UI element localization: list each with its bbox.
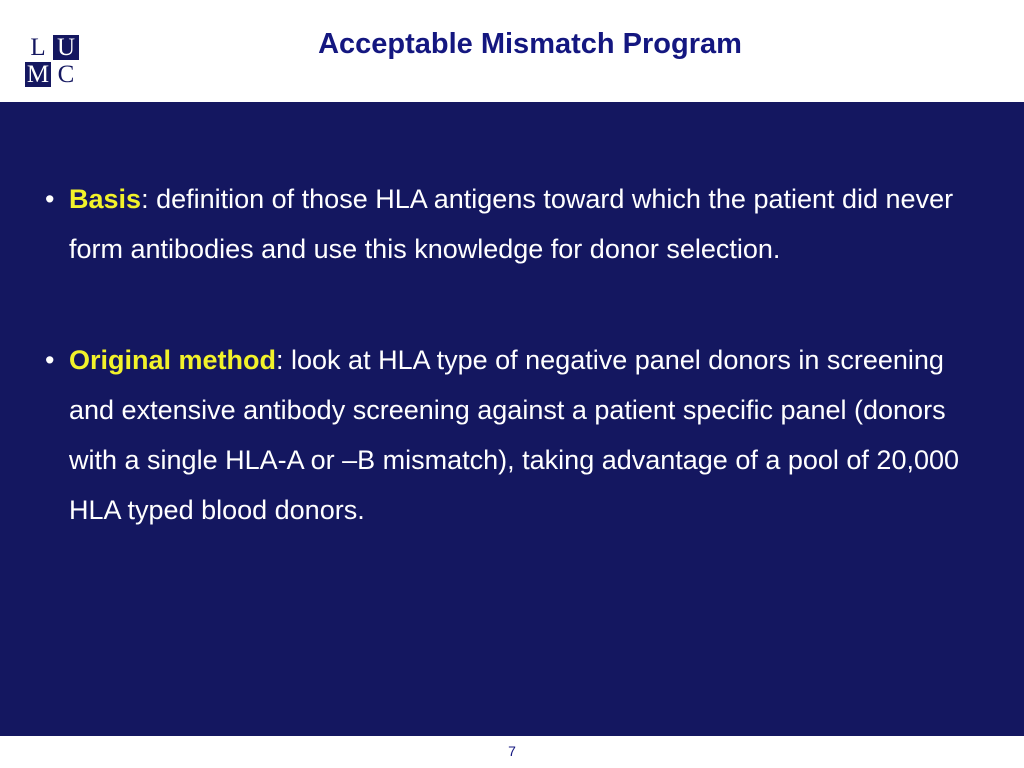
logo-letter: M <box>26 61 50 88</box>
slide-header <box>0 0 1024 102</box>
lumc-logo <box>25 35 81 87</box>
page-number: 7 <box>508 743 516 759</box>
bullet-dot-icon: • <box>45 184 55 214</box>
bullet-item-basis <box>45 174 985 274</box>
logo-letter: C <box>57 61 75 88</box>
logo-letter: U <box>53 35 79 60</box>
bullet-text: : look at HLA type of negative panel donors in screening and extensive antibody screening against a patient specific panel (donors with a single HLA-A or –B mismatch), taking advantage of a pool of 20,000 HLA typed blood donors. <box>69 345 960 525</box>
slide-content <box>0 102 1024 736</box>
bullet-text: : definition of those HLA antigens toward which the patient did never form antibodies and use this knowledge for donor selection. <box>69 184 954 264</box>
bullet-term: Original method <box>69 345 277 375</box>
bullet-item-original-method <box>45 335 985 535</box>
bullet-dot-icon: • <box>45 345 55 375</box>
slide-title: Acceptable Mismatch Program <box>318 28 742 60</box>
bullet-list <box>45 174 985 535</box>
logo-letter: L <box>30 34 46 61</box>
slide-footer <box>0 736 1024 768</box>
bullet-term: Basis <box>69 184 142 214</box>
